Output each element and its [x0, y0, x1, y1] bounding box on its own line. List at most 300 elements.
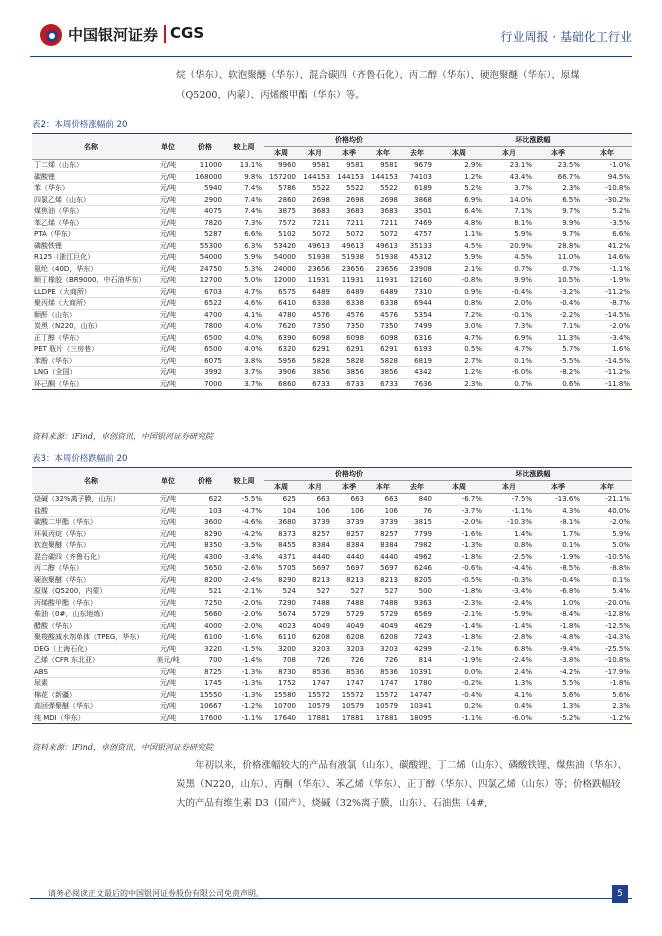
- table-row: [32, 183, 632, 195]
- col-sub: 本年: [366, 147, 400, 160]
- table-cell: -13.6%: [534, 494, 582, 506]
- table-cell: 5828: [298, 355, 332, 367]
- table-cell: -4.6%: [224, 517, 264, 529]
- table-cell: 7.3%: [484, 321, 534, 333]
- table-cell: 41.2%: [582, 240, 632, 252]
- table-cell: 10667: [186, 701, 224, 713]
- table-cell: 76: [400, 505, 434, 517]
- table-cell: 7.4%: [224, 206, 264, 218]
- table-cell: -4.4%: [484, 563, 534, 575]
- table-cell: 元/吨: [150, 620, 186, 632]
- table-cell: 4300: [186, 551, 224, 563]
- table-cell: 4.7%: [484, 344, 534, 356]
- table-row: [32, 574, 632, 586]
- table-cell: 6575: [264, 286, 298, 298]
- table-cell: -1.5%: [224, 643, 264, 655]
- table-cell: 157200: [264, 171, 298, 183]
- table-cell: 15550: [186, 689, 224, 701]
- table-row: [32, 701, 632, 713]
- table-cell: 6098: [298, 332, 332, 344]
- table-cell: 2.7%: [434, 355, 484, 367]
- table-cell: -4.2%: [534, 666, 582, 678]
- table-row: [32, 378, 632, 390]
- table-cell: 54000: [186, 252, 224, 264]
- table-cell: 6733: [332, 378, 366, 390]
- table-cell: 元/吨: [150, 528, 186, 540]
- table-cell: -10.8%: [582, 183, 632, 195]
- table-cell: 6291: [366, 344, 400, 356]
- product-name: 四氯乙烯（山东）: [32, 194, 150, 206]
- table-cell: -11.2%: [582, 286, 632, 298]
- table-cell: 0.9%: [434, 286, 484, 298]
- product-name: 磷酸铁锂: [32, 240, 150, 252]
- table-cell: 6208: [332, 632, 366, 644]
- table-cell: 9.8%: [224, 171, 264, 183]
- table-cell: 3200: [264, 643, 298, 655]
- footer-disclaimer: 请务必阅读正文最后的中国银河证券股份有限公司免责声明。: [48, 889, 264, 898]
- table-cell: -21.1%: [582, 494, 632, 506]
- table2-caption: 表2：本周价格涨幅前 20: [32, 120, 128, 130]
- table-cell: -8.2%: [534, 367, 582, 379]
- table-cell: -1.8%: [434, 551, 484, 563]
- table-cell: 2.9%: [434, 160, 484, 172]
- table-cell: 15572: [332, 689, 366, 701]
- col-sub: 本周: [264, 481, 298, 494]
- table-cell: -2.3%: [434, 597, 484, 609]
- table-cell: 3203: [366, 643, 400, 655]
- table-cell: 106: [366, 505, 400, 517]
- table-cell: 5072: [332, 229, 366, 241]
- report-type: 行业周报 · 基础化工行业: [500, 30, 632, 44]
- table-cell: -0.4%: [434, 689, 484, 701]
- table-cell: 元/吨: [150, 678, 186, 690]
- table-row: [32, 689, 632, 701]
- table-cell: 元/吨: [150, 517, 186, 529]
- table-row: [32, 309, 632, 321]
- table-cell: 元/吨: [150, 321, 186, 333]
- table-cell: -10.5%: [582, 551, 632, 563]
- table-cell: 6189: [400, 183, 434, 195]
- table-cell: 3.7%: [224, 378, 264, 390]
- table-cell: 元/吨: [150, 206, 186, 218]
- table-cell: 8213: [332, 574, 366, 586]
- table-cell: -0.3%: [484, 574, 534, 586]
- table-cell: 8455: [264, 540, 298, 552]
- table-cell: 6193: [400, 344, 434, 356]
- table-cell: 5.9%: [224, 252, 264, 264]
- table-cell: 5940: [186, 183, 224, 195]
- table-cell: -1.6%: [434, 528, 484, 540]
- product-name: 苯酚（华东）: [32, 355, 150, 367]
- table-cell: 6246: [400, 563, 434, 575]
- table-cell: 4.0%: [224, 332, 264, 344]
- table-cell: 6860: [264, 378, 298, 390]
- table-cell: 3739: [298, 517, 332, 529]
- table-cell: 7290: [264, 597, 298, 609]
- table-cell: -3.7%: [434, 505, 484, 517]
- table-cell: 元/吨: [150, 355, 186, 367]
- table-cell: 元/吨: [150, 194, 186, 206]
- table-cell: 2698: [298, 194, 332, 206]
- table-cell: 1745: [186, 678, 224, 690]
- cgs-logo-icon: [40, 24, 62, 46]
- table-cell: 2698: [366, 194, 400, 206]
- table-row: [32, 229, 632, 241]
- table-cell: 4629: [400, 620, 434, 632]
- table-cell: -12.8%: [582, 609, 632, 621]
- table-row: [32, 712, 632, 724]
- table-cell: 元/吨: [150, 551, 186, 563]
- table-cell: 51938: [366, 252, 400, 264]
- table-cell: 144153: [366, 171, 400, 183]
- table-cell: 6098: [332, 332, 366, 344]
- table-row: [32, 494, 632, 506]
- table-cell: 9.9%: [484, 275, 534, 287]
- table-cell: 4049: [298, 620, 332, 632]
- table-row: [32, 643, 632, 655]
- table-cell: 8213: [366, 574, 400, 586]
- product-name: 聚丙烯（大商所）: [32, 298, 150, 310]
- product-name: 乙烯（CFR 东北亚）: [32, 655, 150, 667]
- table-cell: 5660: [186, 609, 224, 621]
- table-cell: 6110: [264, 632, 298, 644]
- table-cell: 5287: [186, 229, 224, 241]
- table-cell: 元/吨: [150, 309, 186, 321]
- table-cell: 1747: [298, 678, 332, 690]
- table-cell: 74103: [400, 171, 434, 183]
- table-cell: 51938: [298, 252, 332, 264]
- col-group-chg: 环比涨跌幅: [434, 468, 632, 481]
- table-cell: -6.8%: [534, 586, 582, 598]
- table-cell: 625: [264, 494, 298, 506]
- table-cell: 527: [366, 586, 400, 598]
- table-cell: 7211: [366, 217, 400, 229]
- table-row: [32, 344, 632, 356]
- product-name: 环氧丙烷（华东）: [32, 528, 150, 540]
- table-cell: 4.1%: [224, 309, 264, 321]
- table-cell: 4.5%: [484, 252, 534, 264]
- table-cell: -1.1%: [582, 263, 632, 275]
- table-cell: 43.4%: [484, 171, 534, 183]
- table-cell: 521: [186, 586, 224, 598]
- table-cell: 5956: [264, 355, 298, 367]
- table-cell: 6316: [400, 332, 434, 344]
- table-cell: 23656: [298, 263, 332, 275]
- table-cell: 3.7%: [224, 367, 264, 379]
- table-cell: 7488: [298, 597, 332, 609]
- table-cell: 10700: [264, 701, 298, 713]
- table-cell: 3815: [400, 517, 434, 529]
- table-cell: 45312: [400, 252, 434, 264]
- table-cell: 6291: [332, 344, 366, 356]
- summary-paragraph: 年初以来，价格涨幅较大的产品有液氯（山东）、碳酸锂、丁二烯（山东）、磷酸铁锂、煤焦油（华东）、炭黑（N220，山东）、丙酮（华东）、苯乙烯（华东）、正丁醇（华东）、四氯乙烯（山东）等；价格跌幅较大的产品有维生素 D3（国产）、烧碱（32%离子膜，山东）、石油焦（4#,: [176, 760, 628, 809]
- table-cell: 66.7%: [534, 171, 582, 183]
- table-cell: 13.1%: [224, 160, 264, 172]
- col-sub: 本季: [332, 481, 366, 494]
- col-sub: 本周: [264, 147, 298, 160]
- table-cell: 144153: [332, 171, 366, 183]
- table-cell: 4.6%: [224, 298, 264, 310]
- table-cell: 6208: [298, 632, 332, 644]
- table-cell: -5.2%: [534, 712, 582, 724]
- table-cell: 28.8%: [534, 240, 582, 252]
- table-row: [32, 217, 632, 229]
- table-cell: 3220: [186, 643, 224, 655]
- table-cell: 9581: [366, 160, 400, 172]
- table-cell: -0.4%: [534, 574, 582, 586]
- product-name: ABS: [32, 666, 150, 678]
- table-cell: 7982: [400, 540, 434, 552]
- table-cell: 24000: [264, 263, 298, 275]
- table-cell: 2900: [186, 194, 224, 206]
- table-cell: 7469: [400, 217, 434, 229]
- table3-source: 资料来源：iFind，卓创资讯，中国银河证券研究院: [32, 743, 213, 752]
- table-cell: -3.5%: [224, 540, 264, 552]
- table-cell: 5522: [366, 183, 400, 195]
- col-sub: 本周: [434, 147, 484, 160]
- product-name: 混合碳四（齐鲁石化）: [32, 551, 150, 563]
- table-cell: 49613: [332, 240, 366, 252]
- table-cell: 4299: [400, 643, 434, 655]
- table-cell: -25.5%: [582, 643, 632, 655]
- table-cell: 10391: [400, 666, 434, 678]
- table-cell: -14.5%: [582, 309, 632, 321]
- table-cell: 5697: [298, 563, 332, 575]
- table-cell: 3501: [400, 206, 434, 218]
- header-divider: [30, 56, 632, 57]
- table-cell: 8200: [186, 574, 224, 586]
- table-cell: 6522: [186, 298, 224, 310]
- table-cell: 2698: [332, 194, 366, 206]
- table-cell: 4440: [332, 551, 366, 563]
- table-cell: 5650: [186, 563, 224, 575]
- product-name: 丙烯酸甲酯（华东）: [32, 597, 150, 609]
- brand-name-cn: 中国银河证券: [68, 26, 159, 44]
- table-cell: 5828: [332, 355, 366, 367]
- table-cell: -2.5%: [484, 551, 534, 563]
- table-cell: 6489: [298, 286, 332, 298]
- table-cell: 3203: [332, 643, 366, 655]
- table-cell: -9.4%: [534, 643, 582, 655]
- table-cell: 元/吨: [150, 286, 186, 298]
- table-cell: 40.0%: [582, 505, 632, 517]
- table-cell: 6500: [186, 344, 224, 356]
- table-cell: 2.0%: [484, 298, 534, 310]
- table-row: [32, 655, 632, 667]
- table-cell: 3992: [186, 367, 224, 379]
- table-cell: 0.2%: [434, 701, 484, 713]
- product-name: 醋酸（华东）: [32, 620, 150, 632]
- table-cell: -8.4%: [534, 609, 582, 621]
- table-cell: -1.1%: [484, 505, 534, 517]
- table-cell: 726: [366, 655, 400, 667]
- table-cell: 9.7%: [534, 206, 582, 218]
- table-cell: 元/吨: [150, 540, 186, 552]
- table-cell: 元/吨: [150, 378, 186, 390]
- table-cell: -12.5%: [582, 620, 632, 632]
- table-cell: 6100: [186, 632, 224, 644]
- table-cell: -3.2%: [534, 286, 582, 298]
- table-cell: 5.2%: [582, 206, 632, 218]
- table-cell: 6291: [298, 344, 332, 356]
- table-cell: 8257: [366, 528, 400, 540]
- table-cell: 527: [298, 586, 332, 598]
- table-cell: 7.1%: [484, 206, 534, 218]
- table-cell: 元/吨: [150, 171, 186, 183]
- table-cell: 6489: [366, 286, 400, 298]
- table-row: [32, 171, 632, 183]
- table-cell: 7820: [186, 217, 224, 229]
- table-cell: -3.8%: [534, 655, 582, 667]
- table-cell: 元/吨: [150, 160, 186, 172]
- product-name: 顺丁橡胶（BR9000，中石油华东）: [32, 275, 150, 287]
- table-cell: 23656: [332, 263, 366, 275]
- table-cell: 10341: [400, 701, 434, 713]
- table-cell: -5.9%: [484, 609, 534, 621]
- table-cell: 6.3%: [224, 240, 264, 252]
- table-cell: 3.8%: [224, 355, 264, 367]
- product-name: PTA（华东）: [32, 229, 150, 241]
- table-cell: 4.1%: [484, 689, 534, 701]
- table-cell: -1.4%: [224, 655, 264, 667]
- table-cell: -0.4%: [534, 298, 582, 310]
- table-cell: 10579: [332, 701, 366, 713]
- table-cell: 元/吨: [150, 505, 186, 517]
- table-cell: 7211: [298, 217, 332, 229]
- table-cell: -3.4%: [582, 332, 632, 344]
- table-cell: 6733: [366, 378, 400, 390]
- table-cell: 814: [400, 655, 434, 667]
- table-row: [32, 632, 632, 644]
- table-cell: 49613: [298, 240, 332, 252]
- table-cell: 3739: [332, 517, 366, 529]
- table-cell: 663: [332, 494, 366, 506]
- col-sub: 本月: [298, 481, 332, 494]
- table-cell: 1.0%: [534, 597, 582, 609]
- table-row: [32, 517, 632, 529]
- col-name: 名称: [32, 468, 150, 494]
- table-cell: 54000: [264, 252, 298, 264]
- table-row: [32, 252, 632, 264]
- table-cell: 51938: [332, 252, 366, 264]
- table-cell: 9363: [400, 597, 434, 609]
- product-name: 碳酸锂: [32, 171, 150, 183]
- table-row: [32, 666, 632, 678]
- table-cell: 4075: [186, 206, 224, 218]
- product-name: 高回弹聚醚（华东）: [32, 701, 150, 713]
- table-cell: 0.7%: [484, 263, 534, 275]
- table-cell: 4440: [366, 551, 400, 563]
- col-sub: 本季: [332, 147, 366, 160]
- table-cell: -10.3%: [484, 517, 534, 529]
- table-cell: 6.6%: [224, 229, 264, 241]
- table-row: [32, 609, 632, 621]
- table-cell: 5.0%: [582, 540, 632, 552]
- table-cell: -6.7%: [434, 494, 484, 506]
- table-cell: 3906: [264, 367, 298, 379]
- table-cell: 3868: [400, 194, 434, 206]
- table-cell: 6098: [366, 332, 400, 344]
- table-cell: 3683: [332, 206, 366, 218]
- table-cell: -2.1%: [224, 586, 264, 598]
- col-group-avg: 价格均价: [264, 468, 434, 481]
- table-cell: 6.4%: [434, 206, 484, 218]
- table-cell: 0.8%: [434, 298, 484, 310]
- table-cell: 7.4%: [224, 183, 264, 195]
- table-cell: 5.5%: [534, 678, 582, 690]
- table-cell: -30.2%: [582, 194, 632, 206]
- table-cell: 7800: [186, 321, 224, 333]
- table-cell: -6.0%: [484, 712, 534, 724]
- table-cell: 15572: [298, 689, 332, 701]
- table-cell: 4.7%: [434, 332, 484, 344]
- table-row: [32, 160, 632, 172]
- table-cell: 8384: [332, 540, 366, 552]
- table-cell: 5.0%: [224, 275, 264, 287]
- table-cell: 4.5%: [434, 240, 484, 252]
- table-cell: 168000: [186, 171, 224, 183]
- price-fall-table: [32, 467, 632, 724]
- page-header: [0, 0, 662, 58]
- table-cell: 7.3%: [224, 217, 264, 229]
- table-cell: 5786: [264, 183, 298, 195]
- table-cell: 708: [264, 655, 298, 667]
- table-row: [32, 194, 632, 206]
- table-cell: -1.6%: [224, 632, 264, 644]
- col-group-avg: 价格均价: [264, 134, 434, 147]
- table-cell: 14747: [400, 689, 434, 701]
- table-cell: 8205: [400, 574, 434, 586]
- table-cell: 106: [298, 505, 332, 517]
- table-cell: 4440: [298, 551, 332, 563]
- table-cell: 726: [332, 655, 366, 667]
- table-cell: 1.2%: [434, 367, 484, 379]
- table-cell: 7243: [400, 632, 434, 644]
- table-cell: 0.5%: [434, 344, 484, 356]
- table-cell: 元/吨: [150, 563, 186, 575]
- table-row: [32, 597, 632, 609]
- table-cell: 8384: [298, 540, 332, 552]
- table-cell: 元/吨: [150, 609, 186, 621]
- table-cell: -3.4%: [224, 551, 264, 563]
- table-cell: 5.9%: [582, 528, 632, 540]
- table-cell: 9581: [298, 160, 332, 172]
- col-sub: 去年: [400, 147, 434, 160]
- table-cell: 9.7%: [534, 229, 582, 241]
- table-cell: 6.9%: [484, 332, 534, 344]
- table-cell: 0.4%: [484, 701, 534, 713]
- table-cell: 1.3%: [484, 678, 534, 690]
- table-cell: 元/吨: [150, 263, 186, 275]
- table-cell: -1.8%: [582, 678, 632, 690]
- table-cell: 1780: [400, 678, 434, 690]
- table-cell: 5.2%: [434, 183, 484, 195]
- table-cell: 15572: [366, 689, 400, 701]
- table-cell: 7.2%: [434, 309, 484, 321]
- table-cell: 5.4%: [582, 586, 632, 598]
- table-cell: -2.0%: [582, 321, 632, 333]
- table-cell: -8.5%: [534, 563, 582, 575]
- table-cell: 元/吨: [150, 183, 186, 195]
- table-row: [32, 263, 632, 275]
- table-cell: 8725: [186, 666, 224, 678]
- table-cell: 3875: [264, 206, 298, 218]
- footer-divider: [30, 898, 632, 899]
- table-cell: 元/吨: [150, 275, 186, 287]
- table-cell: 17881: [332, 712, 366, 724]
- table-cell: 14.6%: [582, 252, 632, 264]
- table-cell: 5102: [264, 229, 298, 241]
